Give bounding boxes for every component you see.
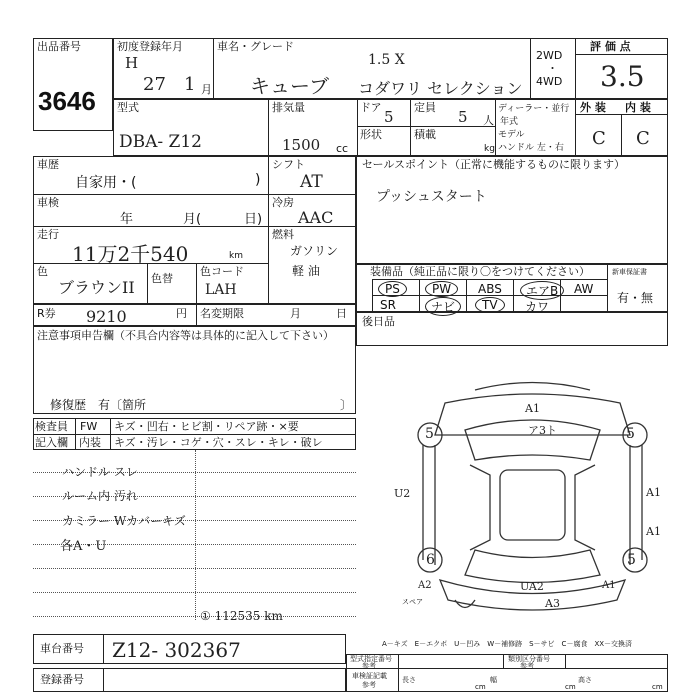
handle-label: ハンドル 左・右 (498, 143, 564, 153)
mark-rr: 5 (627, 552, 636, 568)
mark-fl: 5 (425, 426, 434, 442)
inspection-day: 日) (244, 212, 263, 227)
aftermarket-box (356, 312, 668, 346)
odometer-note: ① 112535 km (200, 609, 283, 623)
doors-label: ドア (360, 101, 382, 114)
reg-month-unit: 月 (201, 83, 212, 96)
exterior-value: C (592, 128, 606, 149)
fuel-light: 軽 油 (292, 264, 320, 278)
mark-fr: 5 (626, 426, 635, 442)
dims-width-unit: cm (565, 683, 576, 691)
dims-height-unit: cm (652, 683, 663, 691)
mileage-value: 11万2千540 (72, 242, 189, 266)
name-change-day: 日 (336, 307, 347, 320)
dims-length: 長さ (402, 676, 416, 684)
mark-rl: 6 (426, 552, 435, 568)
class-no-sub: 参考 (520, 662, 534, 670)
reg-month: 1 (184, 74, 196, 95)
history-close: ) (255, 172, 261, 188)
mark-rear: UA2 (520, 580, 544, 593)
inspection-month: 月( (183, 212, 202, 227)
mark-right-1: A1 (646, 486, 661, 499)
repair-close: 〕 (340, 398, 353, 412)
notes-label: 注意事項申告欄（不具合内容等は具体的に記入して下さい） (37, 329, 334, 342)
spare-label: スペア (402, 598, 423, 606)
ac-label: 冷房 (272, 196, 294, 209)
dims-height: 高さ (578, 676, 592, 684)
score-value: 3.5 (600, 60, 645, 93)
mark-roof: ア3ト (528, 424, 557, 437)
entry-code: 内装 (79, 436, 101, 449)
inspector-label: 検査員 (35, 420, 68, 433)
remark-3: カミラー Wカバーキズ (62, 514, 186, 528)
dims-label: 車検証記載 (352, 672, 387, 680)
repair-label: 修復歴 有〔箇所 (50, 398, 147, 412)
name-change-month: 月 (290, 307, 301, 320)
chassis-label: 車台番号 (40, 642, 84, 655)
equip-sr: SR (380, 298, 396, 312)
color-code: LAH (205, 282, 237, 298)
car-grade-1: 1.5 X (368, 52, 405, 68)
color-change-label: 色替 (151, 272, 173, 285)
type-no-sub: 参考 (362, 662, 376, 670)
reg-label: 初度登録年月 (117, 40, 183, 53)
mark-left: U2 (394, 487, 411, 500)
name-change-label: 名変期限 (200, 307, 244, 320)
shift-value: AT (300, 172, 323, 192)
mark-rear-right: A1 (602, 580, 616, 591)
equip-ps: PS (378, 281, 407, 297)
recycle-label: R券 (37, 307, 56, 320)
warranty-label: 新車保証書 (612, 268, 647, 276)
dims-sub: 参考 (362, 681, 376, 689)
car-grade-2: コダワリ セレクション (358, 79, 523, 98)
ref-box (346, 654, 668, 692)
equip-pw: PW (425, 281, 458, 297)
reg-era: H (125, 54, 139, 72)
sales-box (356, 156, 668, 264)
cc-unit: cc (336, 142, 349, 155)
history-value: 自家用・( (75, 175, 137, 191)
model-year-label: 年式 (500, 117, 519, 127)
mark-hood: A1 (525, 402, 540, 415)
type-value: DBA- Z12 (119, 132, 202, 152)
dims-width: 幅 (490, 676, 497, 684)
remark-1: ハンドル スレ (62, 465, 138, 479)
mark-bumper: A3 (545, 597, 560, 610)
load-unit: kg (484, 144, 495, 154)
inspector-codes: キズ・凹右・ヒビ割・リペア跡・×要 (114, 420, 299, 433)
seats-value: 5 (458, 108, 468, 126)
car-label: 車名・グレード (217, 40, 294, 53)
dealer-label: ディーラー・並行 (498, 104, 570, 114)
lot-label: 出品番号 (37, 40, 81, 53)
mark-left-quarter: A2 (418, 580, 432, 591)
ac-value: AAC (298, 208, 334, 227)
dims-length-unit: cm (475, 683, 486, 691)
color-label: 色 (37, 265, 48, 278)
inspection-year: 年 (120, 212, 134, 227)
mark-right-2: A1 (646, 525, 661, 538)
shift-label: シフト (272, 158, 305, 171)
regno-label: 登録番号 (40, 673, 84, 686)
model-label: モデル (498, 130, 525, 140)
fuel-gas: ガソリン (290, 244, 339, 258)
inspector-code: FW (80, 420, 98, 433)
aftermarket-label: 後日品 (362, 315, 395, 328)
chassis-value: Z12- 302367 (112, 638, 241, 662)
warranty-value: 有・無 (617, 291, 654, 305)
equip-navi: ナビ (425, 297, 461, 316)
damage-legend: A－キズ E－エクボ U－凹み W－補修跡 S－サビ C－腐食 XX－交換済 (382, 640, 633, 648)
interior-label: 内 装 (625, 101, 651, 114)
exterior-label: 外 装 (580, 101, 606, 114)
seats-label: 定員 (414, 101, 436, 114)
cc-value: 1500 (282, 136, 321, 154)
recycle-unit: 円 (176, 307, 187, 320)
mileage-unit: km (229, 251, 243, 261)
remark-4: 各A・U (60, 539, 107, 554)
sales-label: セールスポイント（正常に機能するものに限ります） (362, 158, 626, 171)
color-value: ブラウンII (58, 278, 135, 297)
sales-value: プッシュスタート (376, 189, 487, 205)
entry-codes: キズ・汚レ・コゲ・穴・スレ・キレ・破レ (114, 436, 323, 449)
doors-value: 5 (384, 108, 394, 126)
mileage-label: 走行 (37, 228, 59, 241)
color-code-label: 色コード (200, 265, 244, 278)
type-label: 型式 (117, 101, 139, 114)
reg-year: 27 (143, 74, 166, 95)
equip-abs: ABS (478, 282, 502, 296)
history-label: 車歴 (37, 158, 59, 171)
load-label: 積載 (414, 128, 436, 141)
score-label: 評 価 点 (590, 40, 631, 53)
equip-tv: TV (475, 297, 505, 313)
interior-value: C (636, 128, 650, 149)
lot-number: 3646 (38, 86, 96, 116)
car-name: キューブ (250, 74, 329, 98)
cc-label: 排気量 (272, 101, 305, 114)
inspection-label: 車検 (37, 196, 59, 209)
equip-airbag: エアB (520, 281, 564, 300)
drive-dot: ・ (547, 62, 558, 75)
entry-label: 記入欄 (35, 436, 68, 449)
equip-aw: AW (574, 282, 594, 296)
drive-2wd: 2WD (536, 49, 563, 62)
class-no-label: 類別区分番号 (508, 655, 550, 663)
recycle-box (33, 304, 356, 326)
remark-2: ルーム内 汚れ (62, 489, 138, 503)
drive-4wd: 4WD (536, 75, 563, 88)
type-no-label: 型式指定番号 (350, 655, 392, 663)
seats-unit: 人 (483, 114, 494, 127)
equip-leather: カワ (525, 300, 550, 314)
fuel-label: 燃料 (272, 228, 294, 241)
recycle-value: 9210 (86, 307, 127, 326)
equipment-label: 装備品（純正品に限り〇をつけてください） (370, 265, 590, 278)
shape-label: 形状 (360, 128, 382, 141)
